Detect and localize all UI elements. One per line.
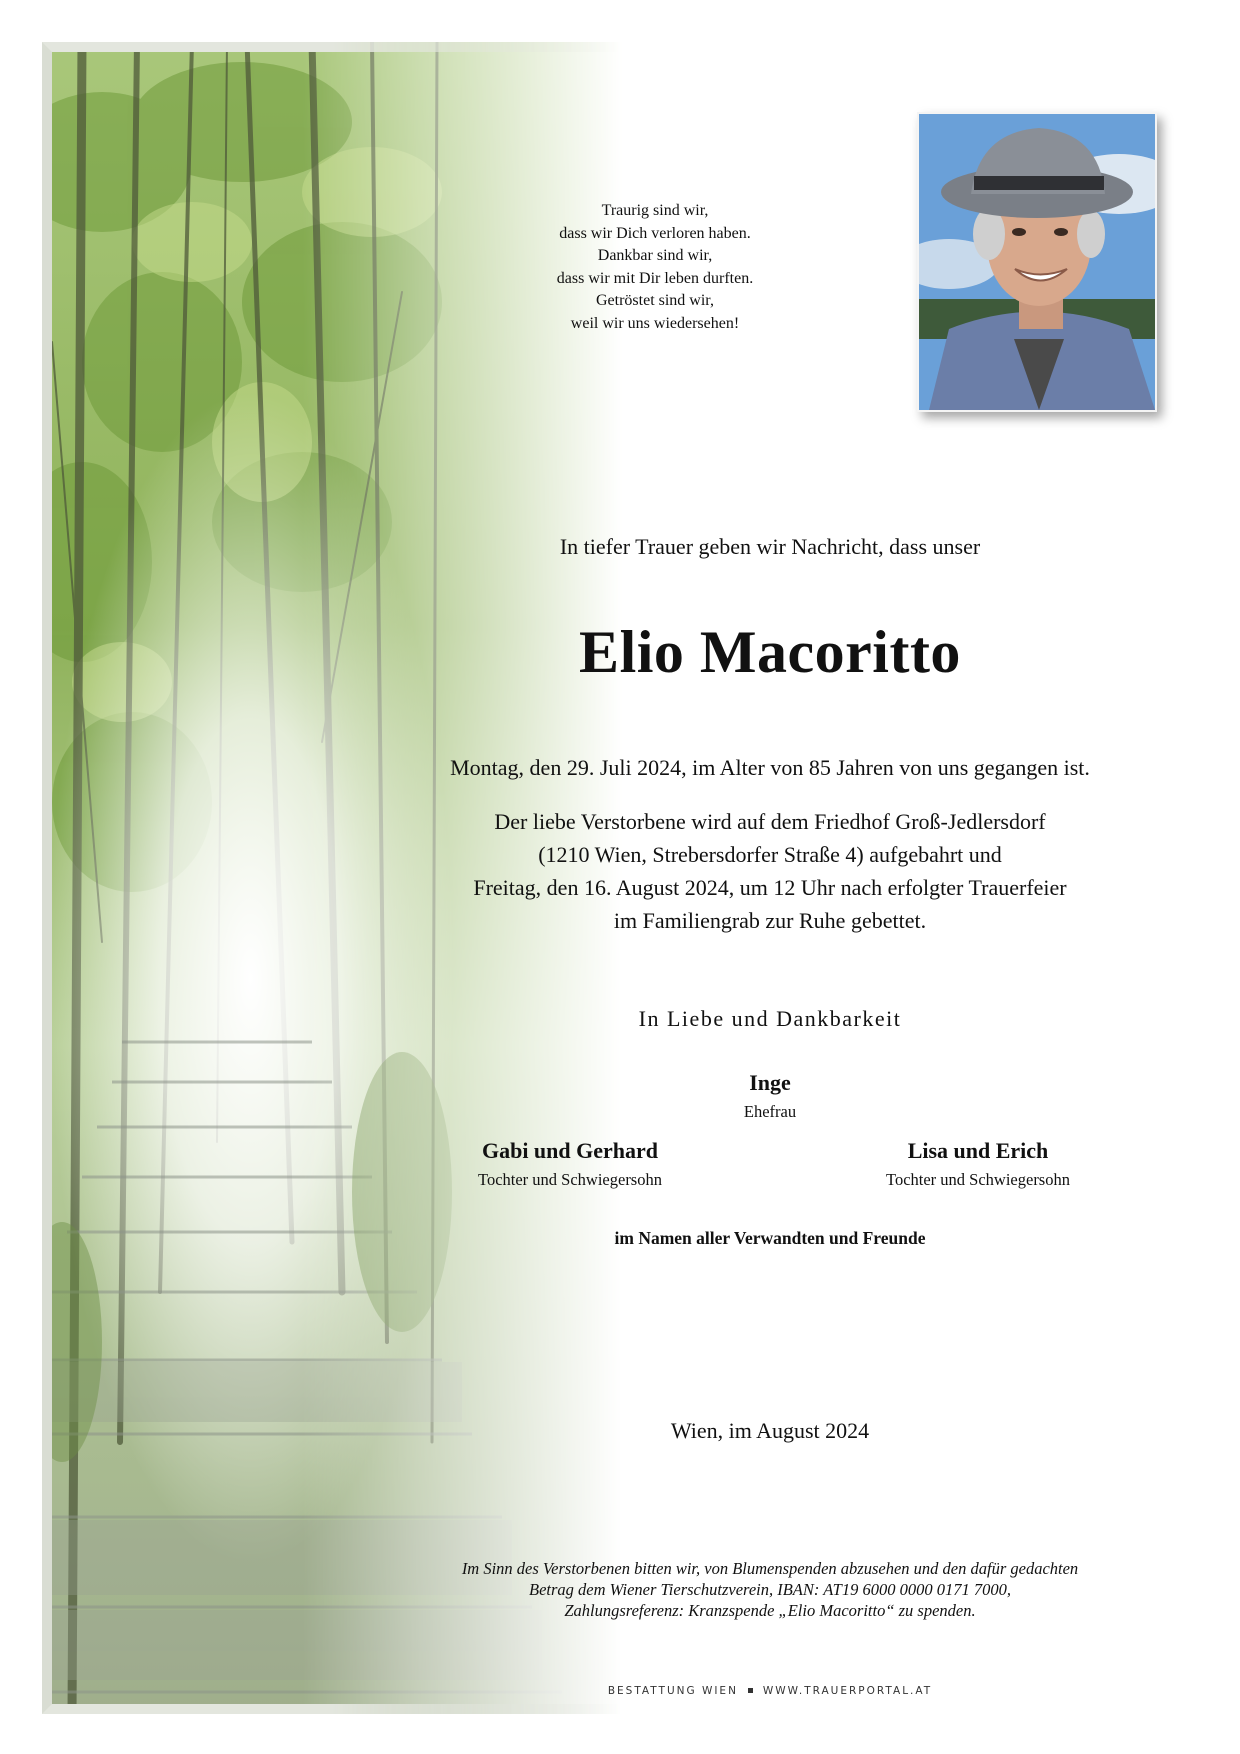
footer [380,1685,1160,1697]
love-line: In Liebe und Dankbarkeit [638,1006,902,1031]
poem-line: dass wir mit Dir leben durften. [556,269,754,287]
ceremony-line: im Familiengrab zur Ruhe gebettet. [613,908,927,933]
footer-website-link[interactable]: WWW.TRAUERPORTAL.AT [762,1685,933,1697]
mourner-name: Lisa und Erich [907,1138,1049,1163]
donation-line: Im Sinn des Verstorbenen bitten wir, von Blumenspenden abzusehen und den dafür gedachten [461,1559,1079,1578]
donation-note [380,1558,1160,1621]
mourner-name: Gabi und Gerhard [481,1138,659,1163]
announcement-intro: In tiefer Trauer geben wir Nachricht, dass unser [559,534,981,559]
separator-square-icon [748,1688,753,1693]
poem-line: Dankbar sind wir, [597,247,713,264]
poem-line: dass wir Dich verloren haben. [559,224,751,242]
donation-line: Betrag dem Wiener Tierschutzverein, IBAN: AT19 6000 0000 0171 7000, [529,1580,1011,1599]
portrait-photo [917,112,1157,412]
death-date-line: Montag, den 29. Juli 2024, im Alter von 85 Jahren von uns gegangen ist. [450,755,1090,780]
deceased-name: Elio Macoritto [579,619,961,685]
mourner-spouse [670,1070,870,1122]
mourner-role: Ehefrau [743,1102,797,1121]
place-date: Wien, im August 2024 [670,1418,870,1443]
mourner-left [420,1138,720,1190]
mourner-right [828,1138,1128,1190]
mourner-role: Tochter und Schwiegersohn [886,1170,1070,1189]
poem-verse [470,200,840,335]
ceremony-line: (1210 Wien, Strebersdorfer Straße 4) aufgebahrt und [538,842,1002,867]
mourner-role: Tochter und Schwiegersohn [478,1170,662,1189]
footer-company: BESTATTUNG WIEN [607,1685,738,1697]
ceremony-line: Freitag, den 16. August 2024, um 12 Uhr nach erfolgter Trauerfeier [473,875,1067,900]
poem-line: Traurig sind wir, [601,202,709,219]
ceremony-line: Der liebe Verstorbene wird auf dem Friedhof Groß-Jedlersdorf [494,809,1046,834]
ceremony-details [380,805,1160,937]
donation-line: Zahlungsreferenz: Kranzspende „Elio Macoritto“ zu spenden. [564,1601,976,1620]
poem-line: weil wir uns wiedersehen! [570,314,740,332]
poem-line: Getröstet sind wir, [595,292,714,309]
mourner-name: Inge [749,1070,791,1095]
family-line: im Namen aller Verwandten und Freunde [614,1228,926,1248]
